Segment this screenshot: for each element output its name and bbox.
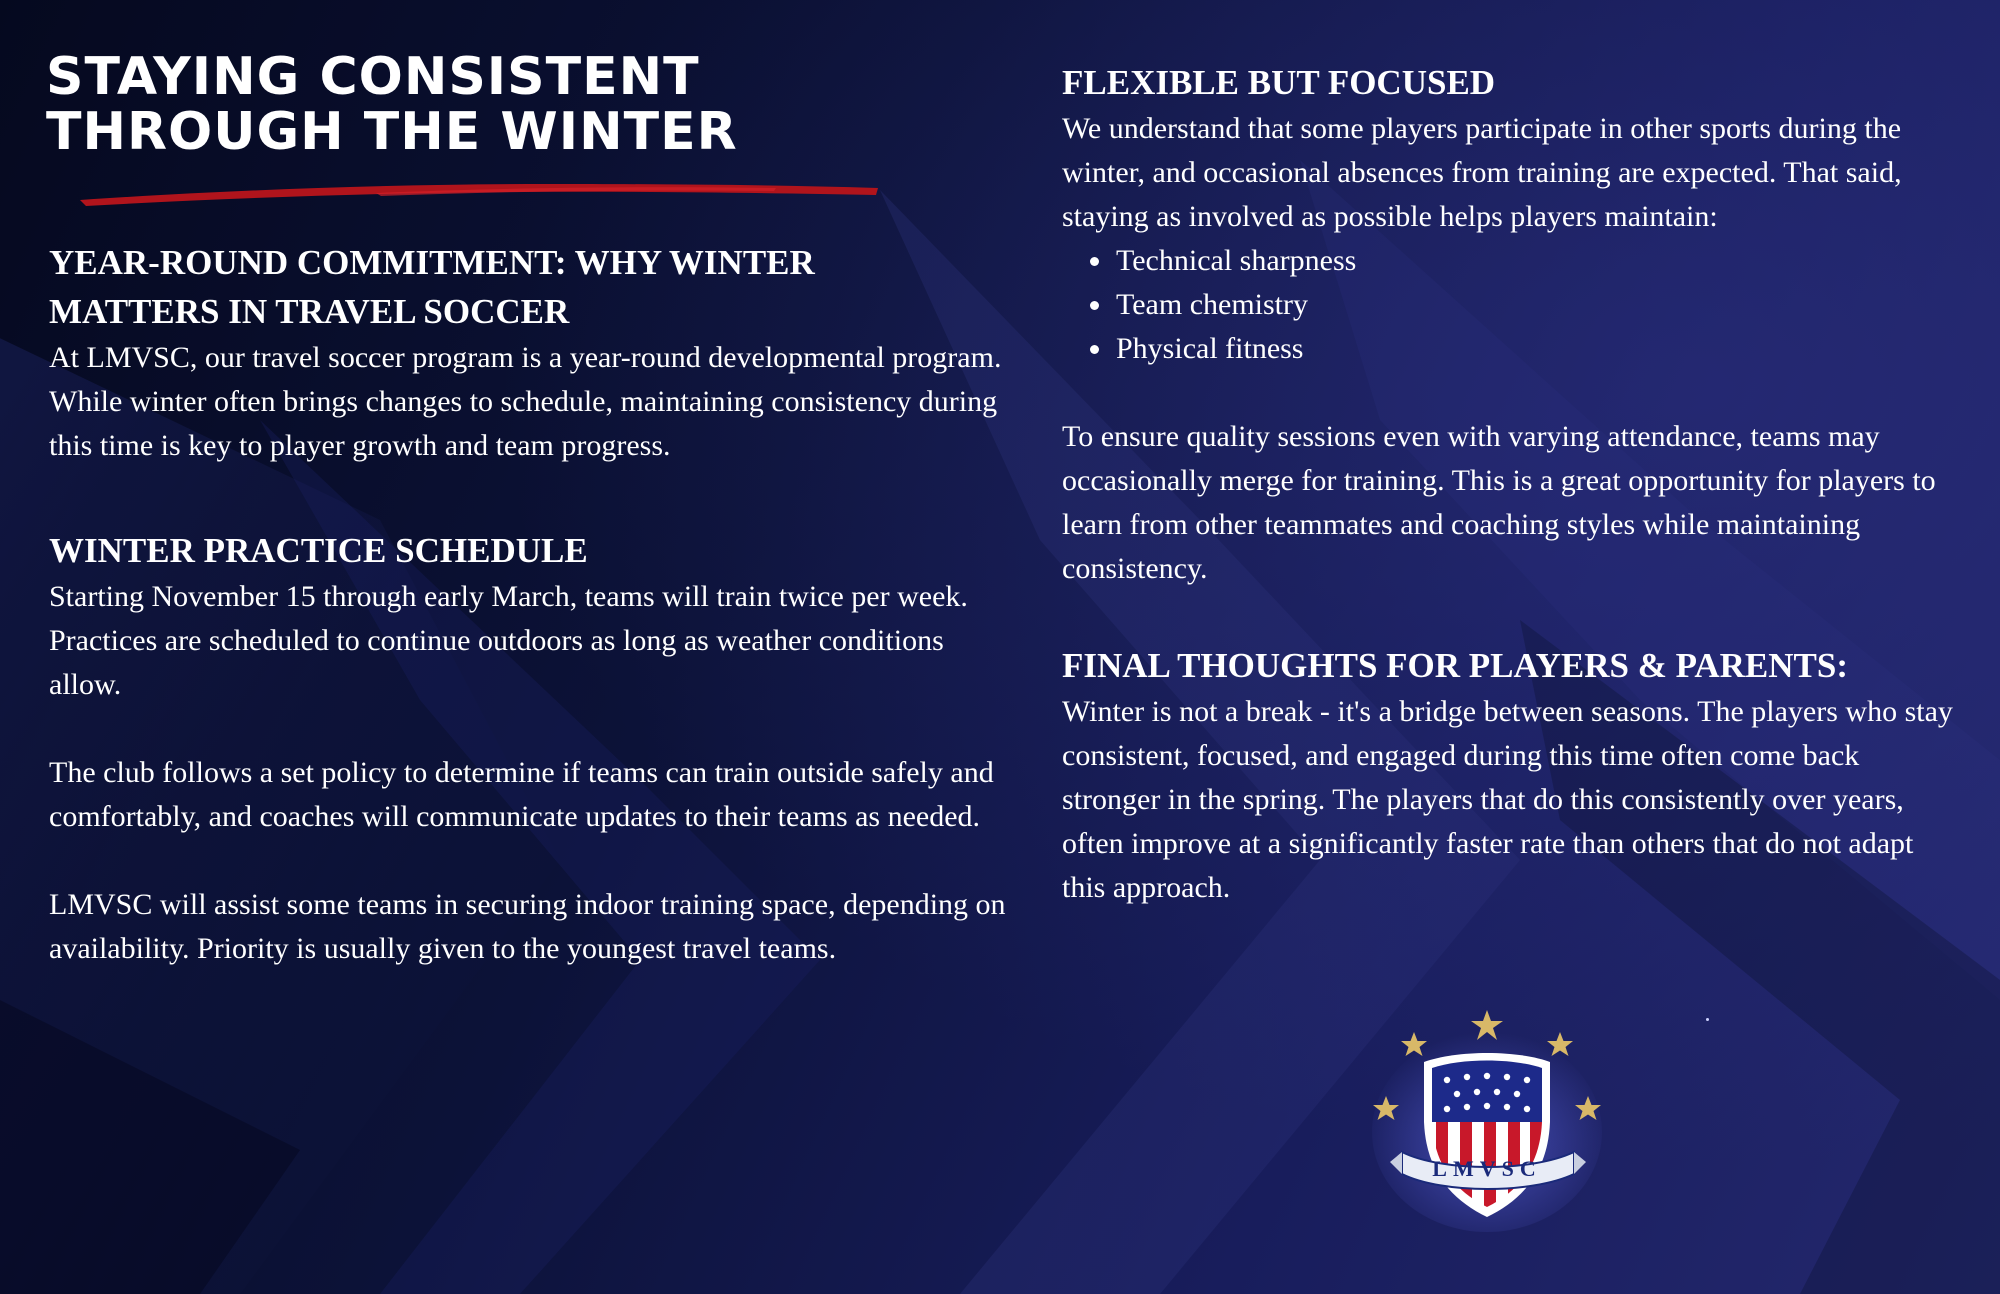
maintain-list bbox=[1062, 239, 1962, 371]
merge-body: To ensure quality sessions even with varying attendance, teams may occasionally merge for training. This is a great opportunity for players to learn from other teammates and coaching styles while maintaining consistency. bbox=[1062, 420, 1936, 585]
commitment-heading bbox=[49, 238, 1009, 336]
right-column bbox=[1062, 58, 1962, 910]
crest-banner-text bbox=[1362, 1002, 1612, 1232]
commitment-heading-line-1: YEAR-ROUND COMMITMENT: WHY WINTER bbox=[49, 243, 815, 282]
list-item: • Physical fitness bbox=[1114, 327, 1962, 371]
final-body: Winter is not a break - it's a bridge between seasons. The players who stay consistent, focused, and engaged during this time often come back stronger in the spring. The players that do this consistently over years, often improve at a significantly faster rate than others that do not adapt this approach. bbox=[1062, 695, 1953, 904]
title-line-1: STAYING CONSISTENT bbox=[46, 47, 700, 107]
crest-text: LMVSC bbox=[1432, 1156, 1542, 1181]
schedule-body-3: LMVSC will assist some teams in securing indoor training space, depending on availability. Priority is usually given to the youngest travel teams. bbox=[49, 888, 1006, 965]
page-title bbox=[46, 47, 738, 162]
title-line-2: THROUGH THE WINTER bbox=[46, 102, 738, 162]
schedule-body-1: Starting November 15 through early March, teams will train twice per week. Practices are scheduled to continue outdoors as long as weather conditions allow. bbox=[49, 580, 968, 701]
list-item: • Team chemistry bbox=[1114, 283, 1962, 327]
final-heading: FINAL THOUGHTS FOR PLAYERS & PARENTS: bbox=[1062, 646, 1849, 685]
commitment-heading-line-2: MATTERS IN TRAVEL SOCCER bbox=[49, 292, 570, 331]
flexible-body: We understand that some players participate in other sports during the winter, and occasional absences from training are expected. That said, staying as involved as possible helps players maintain: bbox=[1062, 112, 1902, 233]
schedule-body-2: The club follows a set policy to determine if teams can train outside safely and comfortably, and coaches will communicate updates to their teams as needed. bbox=[49, 756, 994, 833]
commitment-body: At LMVSC, our travel soccer program is a year-round developmental program. While winter often brings changes to schedule, maintaining consistency during this time is key to player growth and team progress. bbox=[49, 341, 1002, 462]
schedule-heading: WINTER PRACTICE SCHEDULE bbox=[49, 531, 588, 570]
flexible-heading: FLEXIBLE BUT FOCUSED bbox=[1062, 63, 1496, 102]
list-item: • Technical sharpness bbox=[1114, 239, 1962, 283]
red-brush-underline bbox=[76, 176, 882, 206]
left-column bbox=[49, 238, 1009, 971]
stray-dot bbox=[1706, 1018, 1709, 1021]
